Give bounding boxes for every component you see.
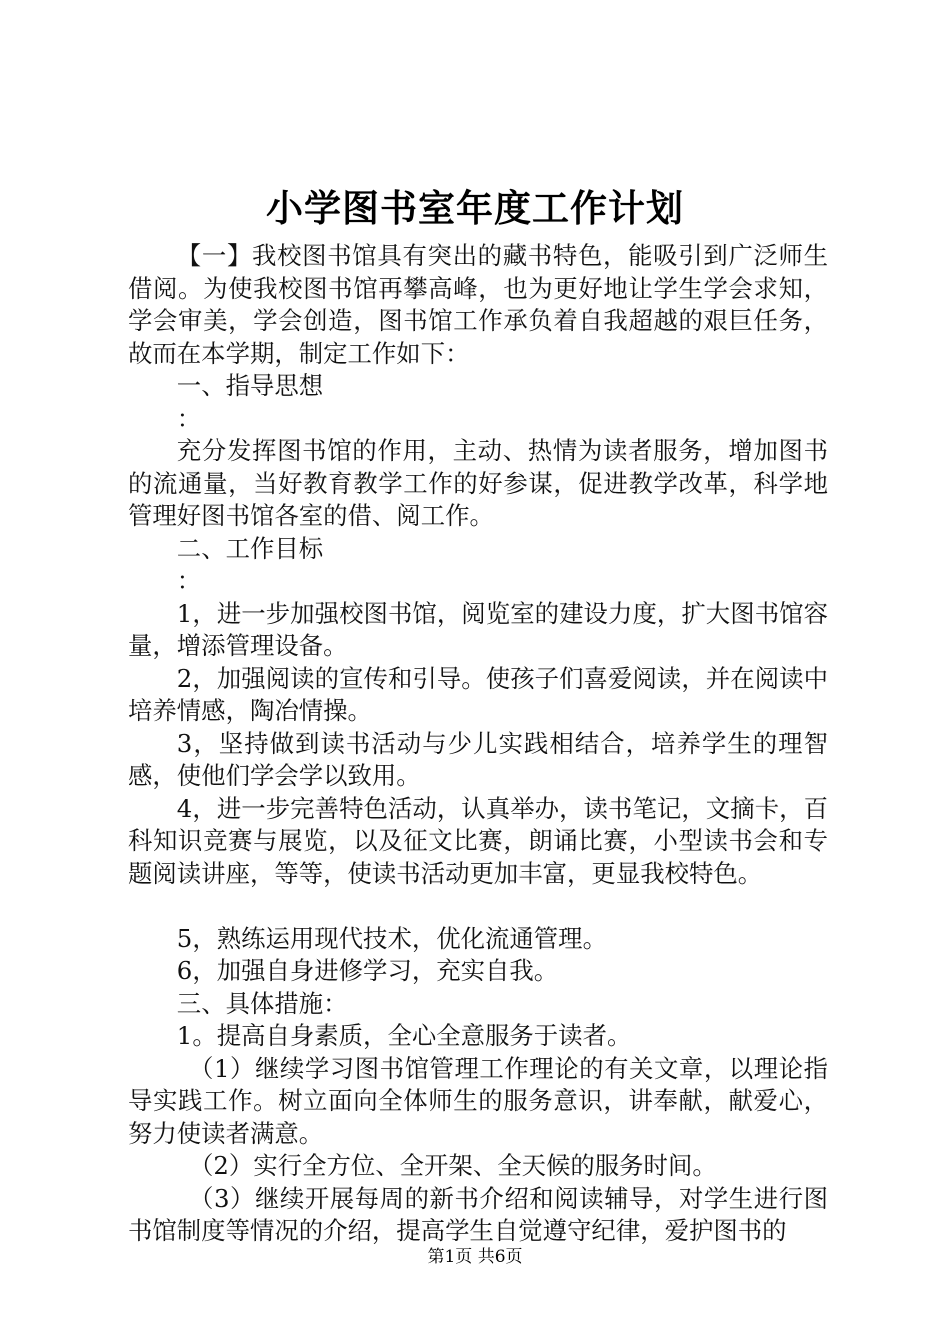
section-heading-guiding-thought: 一、指导思想: [176, 371, 324, 400]
goal-item-2: 2，加强阅读的宣传和引导。使孩子们喜爱阅读，并在阅读中培养情感，陶冶情操。: [128, 663, 828, 725]
goal-item-4: 4，进一步完善特色活动，认真举办，读书笔记，文摘卡，百科知识竞赛与展览，以及征文比赛，朗诵比赛，小型读书会和专题阅读讲座，等等，使读书活动更加丰富，更显我校特色。: [128, 793, 828, 888]
measure-subitem-1: （1）继续学习图书馆管理工作理论的有关文章，以理论指导实践工作。树立面向全体师生的服务意识，讲奉献，献爱心，努力使读者满意。: [128, 1053, 828, 1148]
page-number-footer: 第1页 共6页: [427, 1247, 523, 1267]
measure-subitem-3: （3）继续开展每周的新书介绍和阅读辅导，对学生进行图书馆制度等情况的介绍，提高学生自觉遵守纪律，爱护图书的: [128, 1183, 828, 1245]
colon-line: ：: [176, 403, 202, 433]
paragraph-guiding-thought: 充分发挥图书馆的作用，主动、热情为读者服务，增加图书的流通量，当好教育教学工作的好参谋，促进教学改革，科学地管理好图书馆各室的借、阅工作。: [128, 436, 828, 530]
goal-item-3: 3，坚持做到读书活动与少儿实践相结合，培养学生的理智感，使他们学会学以致用。: [128, 728, 828, 790]
section-heading-measures: 三、具体措施：: [176, 988, 348, 1018]
document-title: 小学图书室年度工作计划: [266, 186, 684, 230]
measure-item-1: 1。提高自身素质，全心全意服务于读者。: [176, 1021, 632, 1050]
goal-item-5: 5，熟练运用现代技术，优化流通管理。: [176, 923, 607, 953]
section-heading-work-goals: 二、工作目标: [176, 533, 324, 563]
colon-line: ：: [176, 566, 202, 595]
paragraph-intro: 【一】我校图书馆具有突出的藏书特色，能吸引到广泛师生借阅。为使我校图书馆再攀高峰，也为更好地让学生学会求知，学会审美，学会创造，图书馆工作承负着自我超越的艰巨任务，故而在本学期，制定工作如下：: [128, 241, 828, 368]
blank-line: [128, 890, 828, 923]
goal-item-6: 6，加强自身进修学习，充实自我。: [176, 956, 559, 985]
measure-subitem-2: （2）实行全方位、全开架、全天候的服务时间。: [189, 1151, 717, 1180]
goal-item-1: 1，进一步加强校图书馆，阅览室的建设力度，扩大图书馆容量，增添管理设备。: [128, 598, 828, 660]
document-body: [128, 240, 828, 1248]
